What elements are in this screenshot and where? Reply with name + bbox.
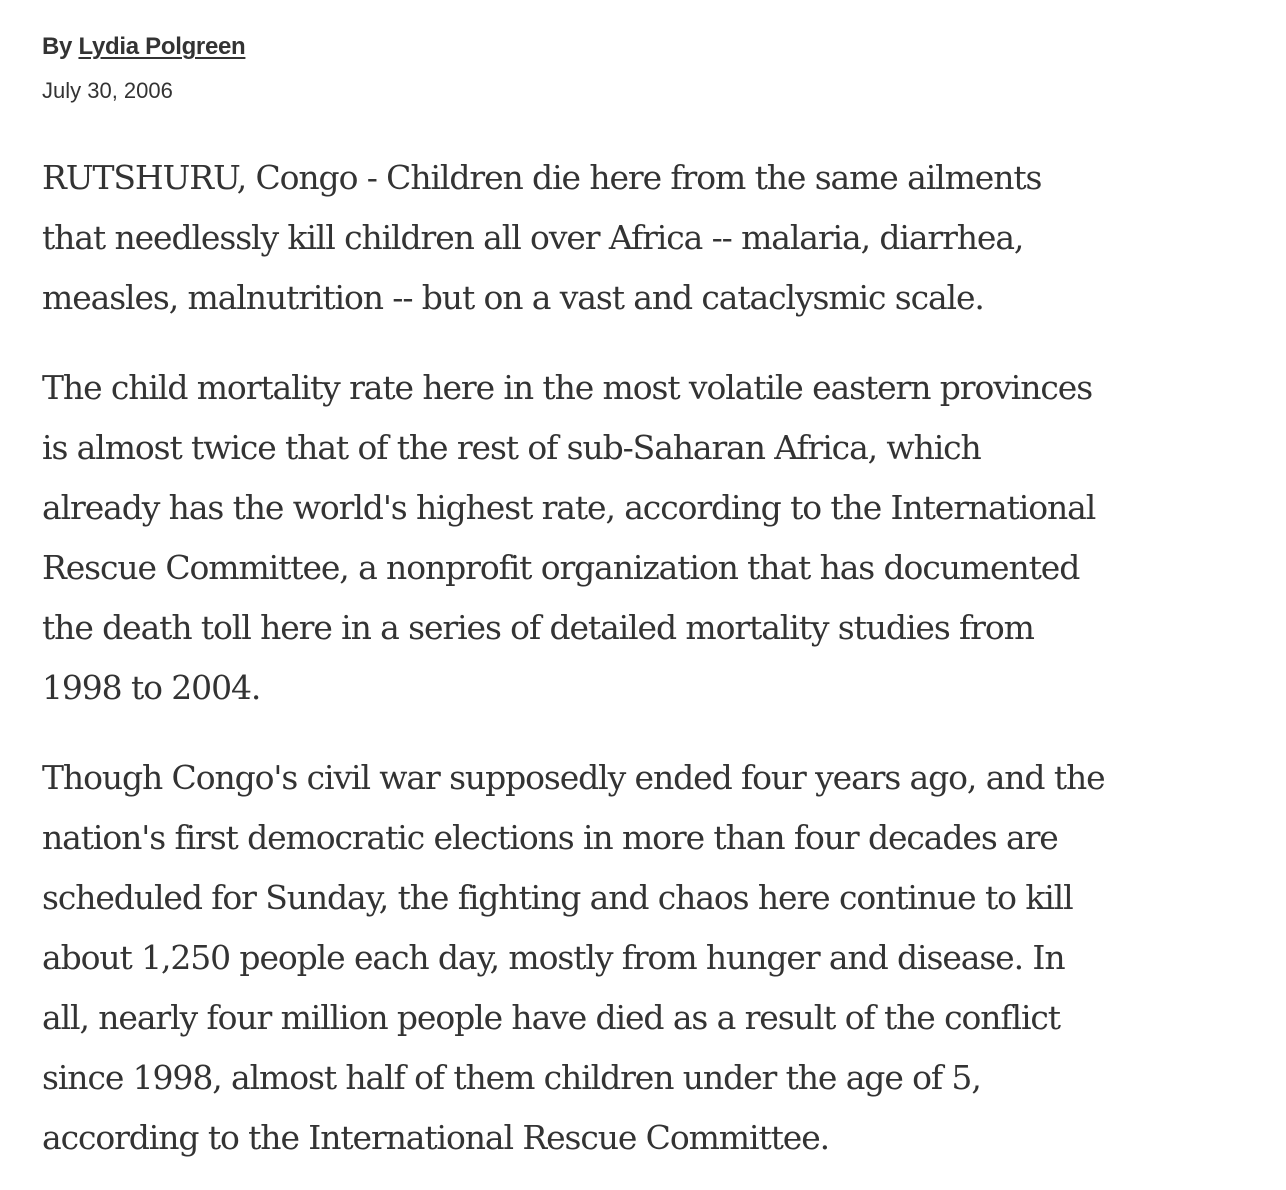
paragraph-line: since 1998, almost half of them children under the age of 5, [42, 1058, 981, 1097]
paragraph-line: according to the International Rescue Committee. [42, 1118, 830, 1157]
paragraph-line: Though Congo's civil war supposedly ended four years ago, and the [42, 758, 1105, 797]
article [42, 30, 1262, 1168]
paragraph-line: that needlessly kill children all over Africa -- malaria, diarrhea, [42, 218, 1024, 257]
publish-date: July 30, 2006 [42, 78, 173, 103]
byline [42, 30, 1262, 64]
paragraph-line: The child mortality rate here in the most volatile eastern provinces [42, 368, 1093, 407]
paragraph-line: already has the world's highest rate, according to the International [42, 488, 1096, 527]
author-link[interactable]: Lydia Polgreen [78, 33, 246, 60]
paragraph-line: Rescue Committee, a nonprofit organization that has documented [42, 548, 1080, 587]
paragraph-line: 1998 to 2004. [42, 668, 261, 707]
paragraph-2 [42, 358, 1262, 718]
paragraph-line: the death toll here in a series of detailed mortality studies from [42, 608, 1034, 647]
paragraph-line: about 1,250 people each day, mostly from hunger and disease. In [42, 938, 1065, 977]
paragraph-line: nation's first democratic elections in more than four decades are [42, 818, 1058, 857]
paragraph-line: scheduled for Sunday, the fighting and chaos here continue to kill [42, 878, 1073, 917]
paragraph-line: all, nearly four million people have died as a result of the conflict [42, 998, 1060, 1037]
byline-prefix: By [42, 33, 73, 60]
paragraph-line: is almost twice that of the rest of sub-Saharan Africa, which [42, 428, 981, 467]
paragraph-line: measles, malnutrition -- but on a vast and cataclysmic scale. [42, 278, 984, 317]
paragraph-1 [42, 148, 1262, 328]
paragraph-3 [42, 748, 1262, 1168]
paragraph-line: RUTSHURU, Congo - Children die here from the same ailments [42, 158, 1042, 197]
